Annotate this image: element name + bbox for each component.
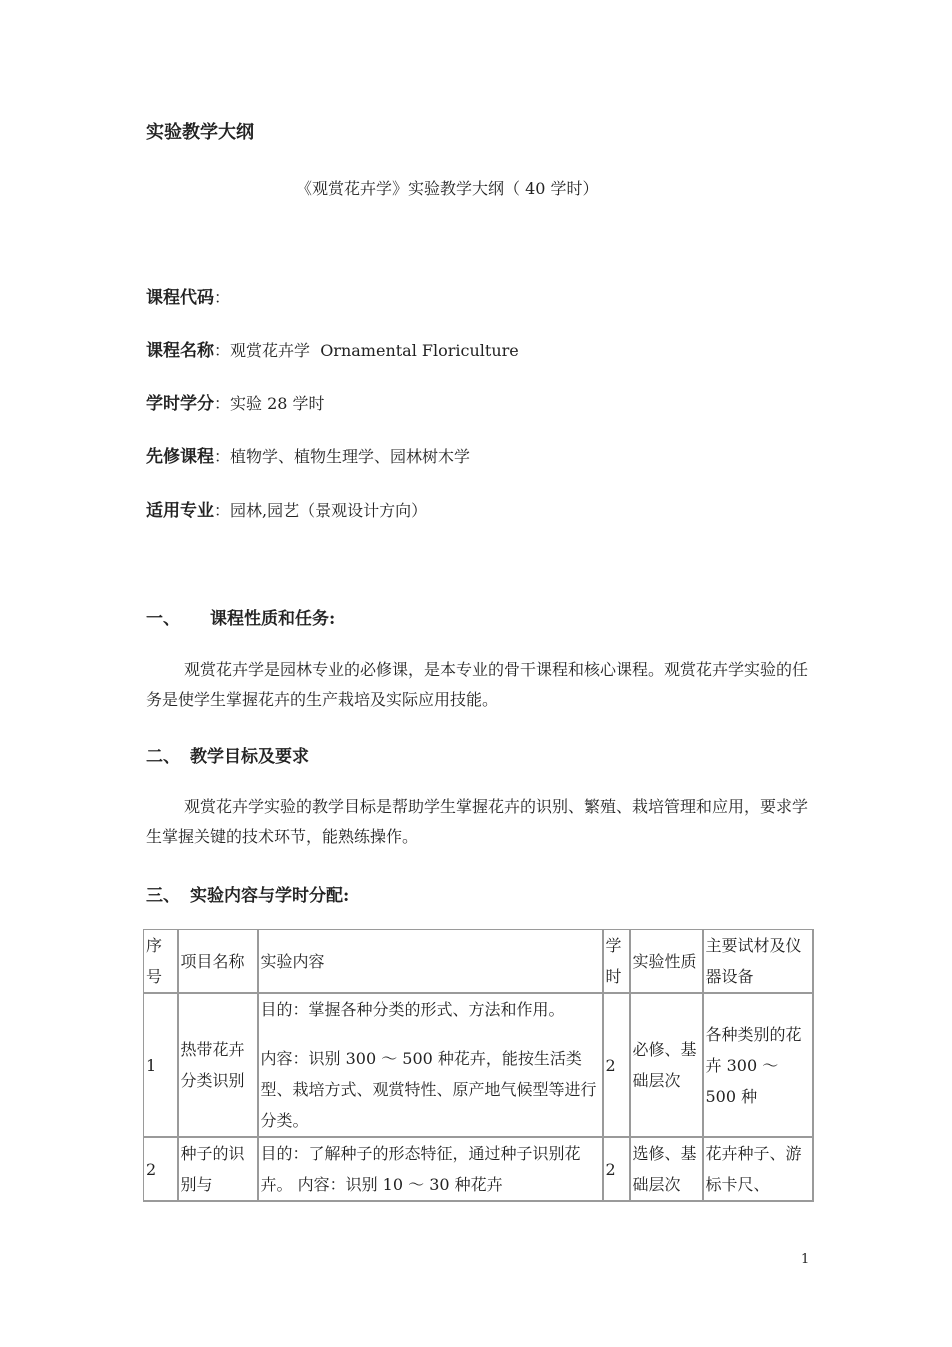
info-label: 课程代码: [146, 288, 214, 308]
info-course-name: [146, 336, 519, 361]
table-row: [144, 993, 813, 1137]
cell-nature: 选修、基础层次: [630, 1137, 703, 1201]
info-sep: ：: [214, 501, 231, 520]
info-label: 适用专业: [146, 501, 214, 521]
cell-name: 种子的识别与: [178, 1137, 258, 1201]
info-sep: ：: [214, 341, 231, 360]
cell-hours: 2: [603, 1137, 630, 1201]
info-label: 先修课程: [146, 447, 214, 467]
info-sep: ：: [214, 288, 231, 307]
cell-content: 目的：了解种子的形态特征，通过种子识别花卉。 内容：识别 10 ～ 30 种花卉: [258, 1137, 603, 1201]
info-sep: ：: [214, 447, 231, 466]
section-heading-3: [146, 881, 349, 906]
section-heading-1: [146, 604, 335, 629]
info-course-code: [146, 283, 230, 308]
cell-content: [258, 993, 603, 1137]
table-header-row: [144, 930, 813, 994]
header-cell: 项目名称: [178, 930, 258, 994]
content-detail: 内容：识别 300 ～ 500 种花卉，能按生活类型、栽培方式、观赏特性、原产地气候型等进行分类。: [260, 1049, 597, 1130]
section-number: 一、: [146, 609, 180, 629]
section-number: 三、: [146, 886, 180, 906]
cell-no: 2: [144, 1137, 178, 1201]
document-title: 实验教学大纲: [146, 122, 254, 143]
header-cell: 主要试材及仪器设备: [703, 930, 813, 994]
header-cell: 实验内容: [258, 930, 603, 994]
header-cell: 序号: [144, 930, 178, 994]
header-cell: 学时: [603, 930, 630, 994]
info-prerequisites: [146, 442, 470, 467]
table-row: [144, 1137, 813, 1201]
info-label: 课程名称: [146, 341, 214, 361]
page-number: 1: [801, 1252, 810, 1267]
section-body-2: 观赏花卉学实验的教学目标是帮助学生掌握花卉的识别、繁殖、栽培管理和应用，要求学生掌握关键的技术环节，能熟练操作。: [146, 797, 809, 846]
info-value: 园林,园艺（景观设计方向）: [230, 501, 428, 520]
document-subtitle: 《观赏花卉学》实验教学大纲（ 40 学时）: [296, 179, 599, 198]
section-title: 教学目标及要求: [190, 747, 309, 767]
section-heading-2: [146, 742, 309, 767]
section-body-1: 观赏花卉学是园林专业的必修课，是本专业的骨干课程和核心课程。观赏花卉学实验的任务是使学生掌握花卉的生产栽培及实际应用技能。: [146, 660, 809, 709]
info-label: 学时学分: [146, 394, 214, 414]
content-purpose: 目的：掌握各种分类的形式、方法和作用。: [260, 1000, 565, 1019]
cell-materials: 各种类别的花卉 300 ～ 500 种: [703, 993, 813, 1137]
section-number: 二、: [146, 747, 180, 767]
cell-name: 热带花卉分类识别: [178, 993, 258, 1137]
cell-no: 1: [144, 993, 178, 1137]
info-applicable-major: [146, 496, 427, 521]
cell-nature: 必修、基础层次: [630, 993, 703, 1137]
cell-materials: 花卉种子、游标卡尺、: [703, 1137, 813, 1201]
header-cell: 实验性质: [630, 930, 703, 994]
cell-hours: 2: [603, 993, 630, 1137]
info-hours-credits: [146, 389, 325, 414]
info-sep: ：: [214, 394, 231, 413]
info-value: 植物学、植物生理学、园林树木学: [230, 447, 471, 466]
experiment-table: [143, 929, 814, 1202]
section-title: 课程性质和任务:: [210, 609, 336, 629]
info-value: 观赏花卉学 Ornamental Floriculture: [230, 341, 519, 360]
info-value: 实验 28 学时: [230, 394, 325, 413]
section-title: 实验内容与学时分配:: [190, 886, 350, 906]
